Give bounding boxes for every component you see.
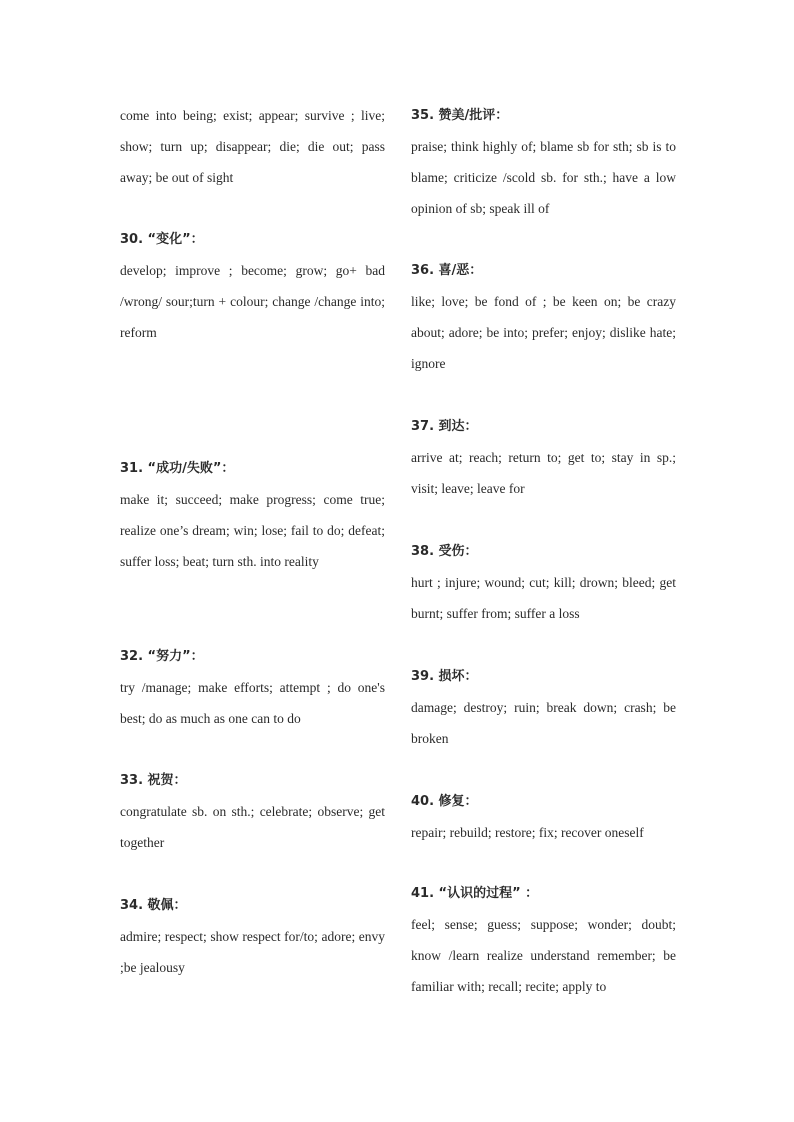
section-36-heading: 36. 喜/恶：: [411, 263, 483, 278]
section-32-text: try /manage; make efforts; attempt ; do one's best; do as much as one can to do: [120, 680, 385, 726]
section-31-heading: 31. “成功/失败”：: [120, 461, 235, 476]
section-33-text: congratulate sb. on sth.; celebrate; observe; get together: [120, 804, 385, 850]
section-39-text: damage; destroy; ruin; break down; crash; be broken: [411, 700, 676, 746]
section-37-text: arrive at; reach; return to; get to; stay in sp.; visit; leave; leave for: [411, 450, 676, 496]
section-35-heading: 35. 赞美/批评：: [411, 108, 509, 123]
section-39-heading: 39. 损坏：: [411, 669, 478, 684]
section-30-heading: 30. “变化”：: [120, 232, 204, 247]
section-37: [411, 411, 676, 504]
section-36: [411, 255, 676, 379]
section-33: [120, 765, 385, 858]
section-38: [411, 536, 676, 629]
section-38-heading: 38. 受伤：: [411, 544, 478, 559]
section-34: [120, 890, 385, 983]
section-32: [120, 641, 385, 734]
section-36-text: like; love; be fond of ; be keen on; be crazy about; adore; be into; prefer; enjoy; dislike hate; ignore: [411, 294, 676, 371]
section-40-heading: 40. 修复：: [411, 794, 478, 809]
section-40: [411, 786, 676, 848]
section-35-text: praise; think highly of; blame sb for sth; sb is to blame; criticize /scold sb. for sth.; have a low opinion of sb; speak ill of: [411, 139, 676, 216]
section-33-heading: 33. 祝贺：: [120, 773, 187, 788]
section-39: [411, 661, 676, 754]
section-41: [411, 878, 676, 1002]
section-30-text: develop; improve ; become; grow; go+ bad /wrong/ sour;turn + colour; change /change into; reform: [120, 263, 385, 340]
section-41-text: feel; sense; guess; suppose; wonder; doubt; know /learn realize understand remember; be familiar with; recall; recite; apply to: [411, 917, 676, 994]
section-intro-continued: [120, 100, 385, 193]
section-34-text: admire; respect; show respect for/to; adore; envy ;be jealousy: [120, 929, 385, 975]
section-35: [411, 100, 676, 224]
section-41-heading: 41. “认识的过程” ：: [411, 886, 539, 901]
section-34-heading: 34. 敬佩：: [120, 898, 187, 913]
section-30: [120, 224, 385, 348]
section-32-heading: 32. “努力”：: [120, 649, 204, 664]
section-31-text: make it; succeed; make progress; come true; realize one’s dream; win; lose; fail to do; defeat; suffer loss; beat; turn sth. into reality: [120, 492, 385, 569]
section-40-text: repair; rebuild; restore; fix; recover oneself: [411, 825, 644, 840]
section-31: [120, 453, 385, 577]
section-38-text: hurt ; injure; wound; cut; kill; drown; bleed; get burnt; suffer from; suffer a loss: [411, 575, 676, 621]
section-37-heading: 37. 到达：: [411, 419, 478, 434]
section-intro-text: come into being; exist; appear; survive ; live; show; turn up; disappear; die; die out; pass away; be out of sight: [120, 108, 385, 185]
